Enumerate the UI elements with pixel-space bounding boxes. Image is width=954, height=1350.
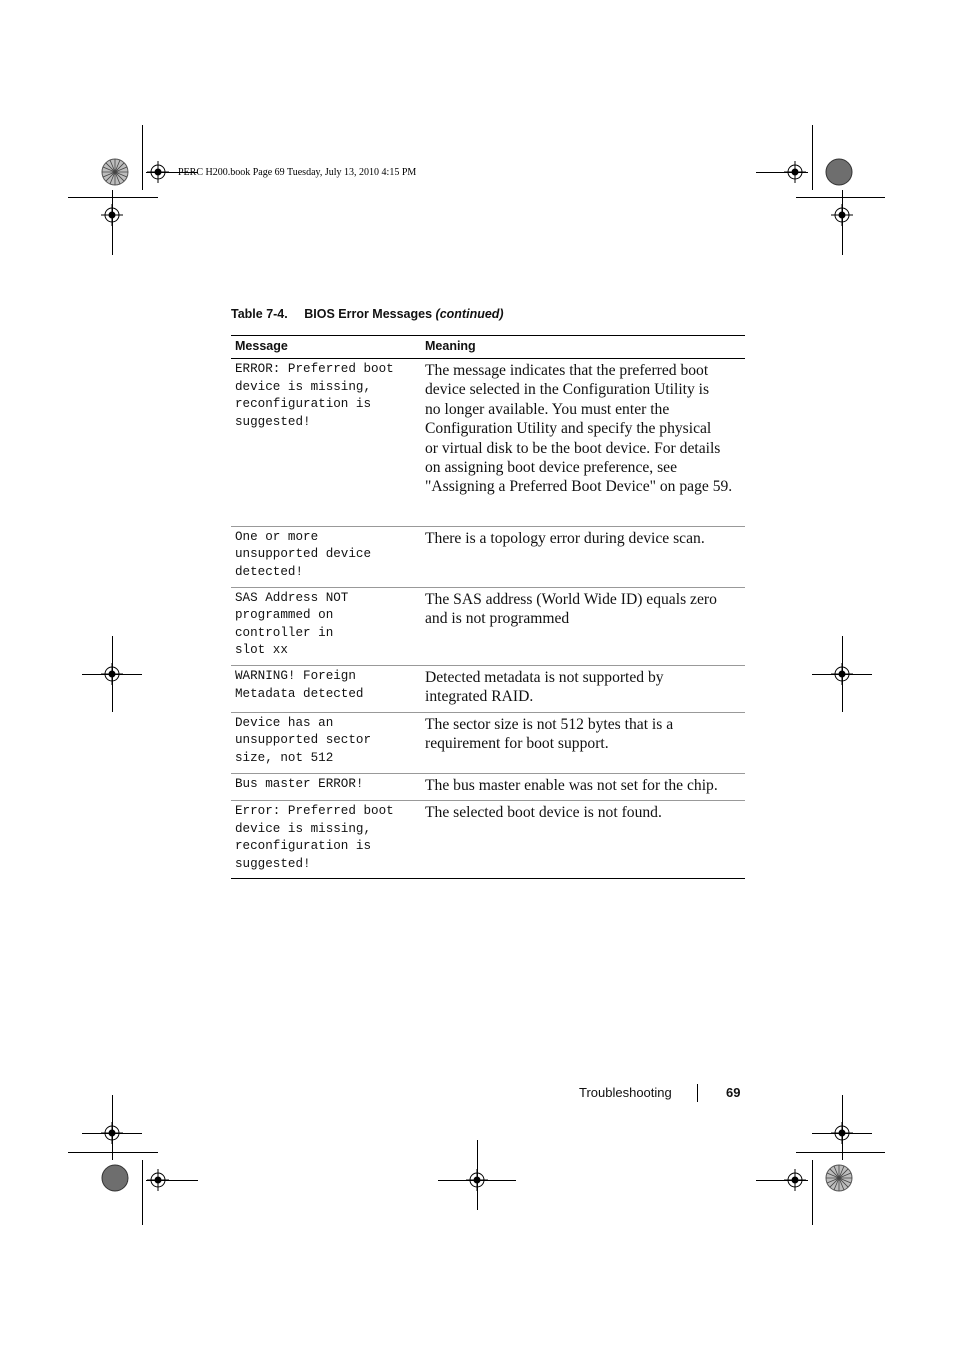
meaning-line: The sector size is not 512 bytes that is a [425,715,674,733]
table-body [231,359,745,879]
message-line: SAS Address NOT [235,590,349,605]
table-row [231,773,745,800]
meaning-line: requirement for boot support. [425,735,609,753]
gray-disc-mark-icon [825,158,853,186]
table-row [231,801,745,879]
meaning-cell [421,773,745,800]
table-caption-title: BIOS Error Messages [304,307,433,321]
message-cell [231,526,421,587]
message-line: programmed on [235,608,334,623]
table-row [231,712,745,773]
footer-divider [697,1084,698,1102]
meaning-line: Configuration Utility and specify the physical [425,420,712,438]
message-line: device is missing, [235,379,372,394]
message-line: Device has an [235,715,334,730]
meaning-cell [421,666,745,713]
table-header-row [231,336,745,359]
message-line: reconfiguration is [235,839,372,854]
table-row [231,359,745,527]
meaning-cell [421,712,745,773]
message-line: reconfiguration is [235,397,372,412]
meaning-line: The bus master enable was not set for the chip. [425,776,718,794]
column-header-message: Message [231,336,421,359]
message-line: WARNING! Foreign [235,669,356,683]
meaning-line: or virtual disk to be the boot device. For details [425,439,721,457]
message-line: ERROR: Preferred boot [235,362,394,376]
gray-disc-mark-icon [101,1164,129,1192]
meaning-line: The selected boot device is not found. [425,804,662,821]
message-line: slot xx [235,643,288,658]
meaning-cell [421,801,745,879]
table-row [231,666,745,713]
meaning-line: on assigning boot device preference, see [425,459,677,477]
meaning-line: Detected metadata is not supported by [425,669,664,686]
footer-page-number: 69 [726,1085,741,1100]
message-line: suggested! [235,856,311,871]
message-cell [231,801,421,879]
message-cell [231,773,421,800]
meaning-cell [421,587,745,665]
message-line: Bus master ERROR! [235,776,364,791]
message-cell [231,359,421,527]
meaning-cell [421,359,745,527]
message-line: device is missing, [235,821,372,836]
meaning-line: and is not programmed [425,610,570,628]
meaning-line: The SAS address (World Wide ID) equals zero [425,590,717,608]
message-line: One or more [235,529,319,544]
registration-mark-icon [831,204,853,226]
message-line: detected! [235,565,304,580]
meaning-line: no longer available. You must enter the [425,400,670,418]
message-line: unsupported device [235,547,372,562]
message-line: controller in [235,625,334,640]
message-line: suggested! [235,414,311,429]
table-caption [231,307,504,321]
meaning-line: "Assigning a Preferred Boot Device" on page 59. [425,478,733,496]
message-cell [231,712,421,773]
message-line: size, not 512 [235,751,334,765]
message-cell [231,666,421,713]
table-caption-number: Table 7-4. [231,307,288,321]
message-line: Metadata detected [235,686,364,701]
meaning-line: The message indicates that the preferred boot [425,362,709,379]
column-header-meaning: Meaning [421,336,745,359]
table-row [231,526,745,587]
table-row [231,587,745,665]
registration-mark-icon [101,204,123,226]
meaning-cell [421,526,745,587]
footer-section: Troubleshooting [579,1085,672,1100]
table-caption-continued: (continued) [435,307,504,321]
message-line: unsupported sector [235,733,372,748]
meaning-line: There is a topology error during device scan. [425,529,705,547]
meaning-line: integrated RAID. [425,688,534,706]
print-slug: PERC H200.book Page 69 Tuesday, July 13, 2010 4:15 PM [178,167,417,178]
bios-error-table [231,335,745,879]
message-line: Error: Preferred boot [235,804,394,818]
meaning-line: device selected in the Configuration Utility is [425,381,710,399]
starburst-mark-icon [101,158,129,186]
message-cell [231,587,421,665]
starburst-mark-icon [825,1164,853,1192]
